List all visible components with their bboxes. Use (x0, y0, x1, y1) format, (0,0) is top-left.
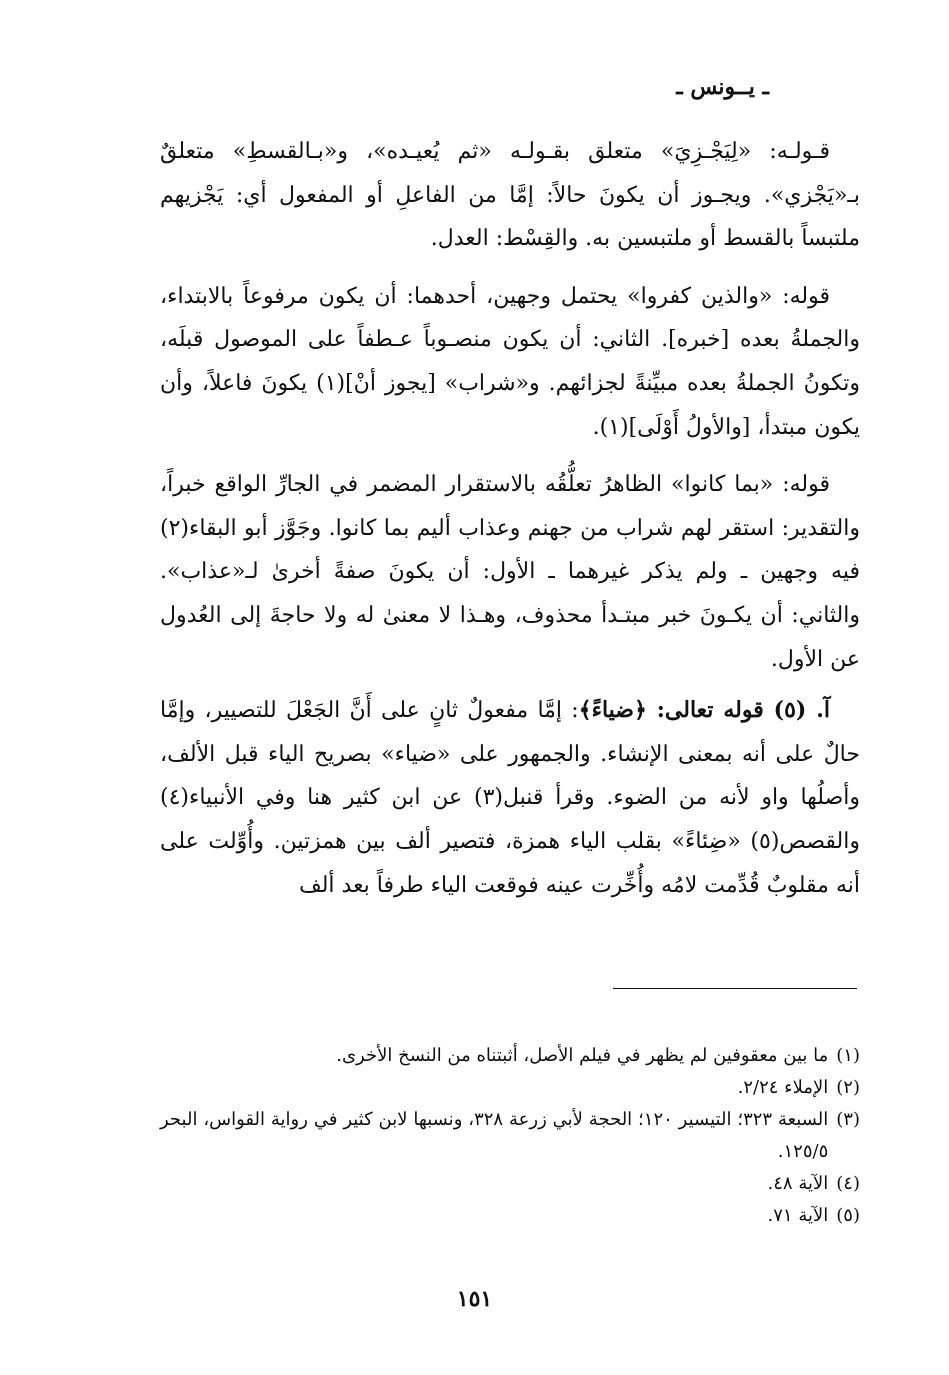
main-text (160, 130, 860, 921)
footnote-text: الإملاء ٢/٢٤. (737, 1077, 829, 1098)
footnote-number: (١) (836, 1045, 860, 1066)
verse-commentary: : إمَّا مفعولٌ ثانٍ على أَنَّ الجَعْلَ للتصيير، وإمَّا حالٌ على أنه بمعنى الإنشاء. والجمهور على «ضياء» بصريح الياء قبل الألف، وأصلُها واو لأنه من الضوء. وقرأ قنبل(٣) عن ابن كثير هنا وفي الأنبياء(٤) والقصص(٥) «ضِئاءً» بقلب الياء همزة، فتصير ألف بين همزتين. وأُوِّلت على أنه مقلوبٌ قُدِّمت لامُه وأُخِّرت عينه فوقعت الياء طرفاً بعد ألف (160, 698, 861, 898)
footnote (160, 1104, 860, 1168)
footnote-number: (٣) (836, 1109, 860, 1130)
verse-paragraph (160, 689, 860, 907)
paragraph: قـولـه: «لِيَجْـزِيَ» متعلق بقـولـه «ثم يُعيـده»، و«بـالقسطِ» متعلقٌ بـ«يَجْزي». ويجـوز أن يكونَ حالاً: إمَّا من الفاعلِ أو المفعول أي: يَجْزيهم ملتبساً بالقسط أو ملتبسين به. والقِسْط: العدل. (160, 139, 860, 252)
footnote-number: (٥) (836, 1205, 860, 1226)
footnote (160, 1168, 860, 1200)
running-header: ـ يــونس ـ (676, 74, 769, 100)
footnote-divider (613, 988, 857, 989)
page-number: ١٥١ (456, 1286, 493, 1312)
footnote-text: ما بين معقوفين لم يظهر في فيلم الأصل، أثبتناه من النسخ الأخرى. (336, 1045, 829, 1066)
footnote-text: الآية ٧١. (767, 1205, 829, 1226)
footnote (160, 1040, 860, 1072)
footnote-text: الآية ٤٨. (767, 1173, 829, 1194)
footnote-number: (٢) (836, 1077, 860, 1098)
paragraph: قوله: «بما كانوا» الظاهرُ تعلُّقُه بالاستقرار المضمر في الجارِّ الواقع خبراً، والتقدير: استقر لهم شراب من جهنم وعذاب أليم بما كانوا. وجَوَّز أبو البقاء(٢) فيه وجهين ـ ولم يذكر غيرهما ـ الأول: أن يكونَ صفةً أخرىٰ لـ«عذاب». والثاني: أن يكـونَ خبر مبتـدأ محذوف، وهـذا لا معنىٰ له ولا حاجةَ إلى العُدول عن الأول. (160, 472, 860, 672)
footnote-number: (٤) (836, 1173, 860, 1194)
paragraph: قوله: «والذين كفروا» يحتمل وجهين، أحدهما: أن يكون مرفوعاً بالابتداء، والجملةُ بعده [خبره]. الثاني: أن يكون منصـوباً عـطفاً على الموصول قبلَه، وتكونُ الجملةُ بعده مبيِّنةً لجزائهم. و«شراب» [يجوز أنْ](١) يكونَ فاعلاً، وأن يكون مبتدأ، [والأولُ أَوْلَى](١). (160, 283, 860, 440)
footnote (160, 1200, 860, 1232)
verse-lead: آ. (٥) قوله تعالى: ﴿ضياءً﴾ (578, 697, 830, 724)
footnotes (160, 1040, 860, 1232)
footnote-text: السبعة ٣٢٣؛ التيسير ١٢٠؛ الحجة لأبي زرعة ٣٢٨، ونسبها لابن كثير في رواية القواس، البحر ١٢٥/٥. (160, 1109, 829, 1162)
footnote (160, 1072, 860, 1104)
